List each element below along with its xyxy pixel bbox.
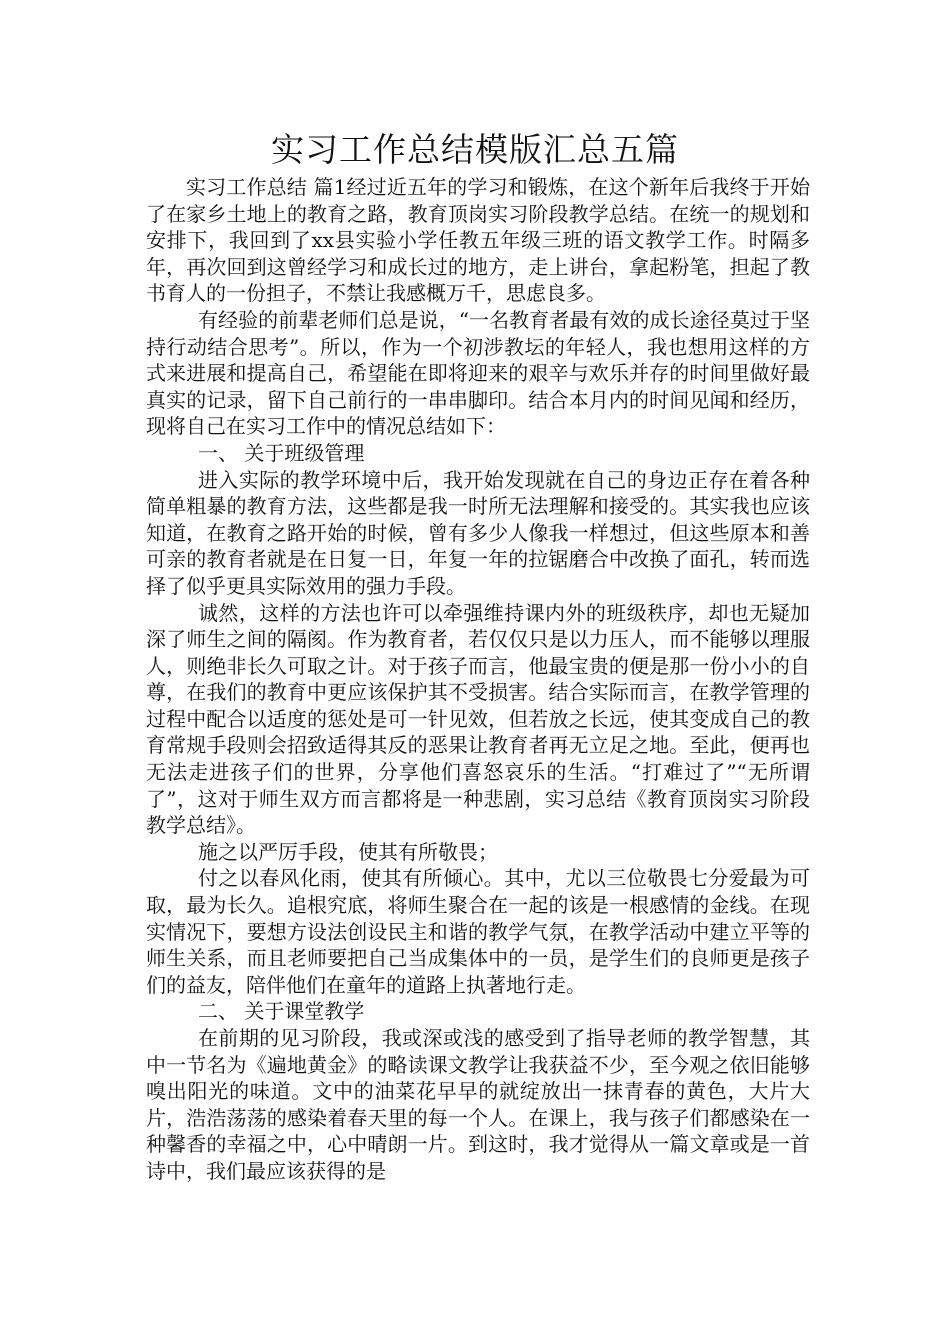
document-body (146, 174, 810, 1185)
document-title: 实习工作总结模版汇总五篇 (271, 130, 679, 169)
paragraph-5: 施之以严厉手段，使其有所敬畏； (198, 839, 498, 864)
paragraph-3: 进入实际的教学环境中后，我开始发现就在自己的身边正存在着各种简单粗暴的教育方法，这些都是我一时所无法理解和接受的。其实我也应该知道，在教育之路开始的时候，曾有多少人像我一样想过，但这些原本和善可亲的教育者就是在日复一日，年复一年的拉锯磨合中改换了面孔，转而选择了似乎更具实际效用的强力手段。 (146, 467, 810, 598)
paragraph-6: 付之以春风化雨，使其有所倾心。其中，尤以三位敬畏七分爱最为可取，最为长久。追根究底，将师生聚合在一起的该是一根感情的金线。在现实情况下，要想方设法创设民主和谐的教学气氛，在教学活动中建立平等的师生关系，而且老师要把自己当成集体中的一员，是学生们的良师更是孩子们的益友，陪伴他们在童年的道路上执著地行走。 (146, 866, 810, 997)
section-heading-classroom-teaching: 二、 关于课堂教学 (198, 999, 365, 1024)
paragraph-7: 在前期的见习阶段，我或深或浅的感受到了指导老师的教学智慧，其中一节名为《遍地黄金》的略读课文教学让我获益不少，至今观之依旧能够嗅出阳光的味道。文中的油菜花早早的就绽放出一抹青春的黄色，大片大片，浩浩荡荡的感染着春天里的每一个人。在课上，我与孩子们都感染在一种馨香的幸福之中，心中晴朗一片。到这时，我才觉得从一篇文章或是一首诗中，我们最应该获得的是 (146, 1026, 810, 1183)
paragraph-4: 诚然，这样的方法也许可以牵强维持课内外的班级秩序，却也无疑加深了师生之间的隔阂。作为教育者，若仅仅只是以力压人，而不能够以理服人，则绝非长久可取之计。对于孩子而言，他最宝贵的便是那一份小小的自尊，在我们的教育中更应该保护其不受损害。结合实际而言，在教学管理的过程中配合以适度的惩处是可一针见效，但若放之长远，使其变成自己的教育常规手段则会招致适得其反的恶果让教育者再无立足之地。至此，便再也无法走进孩子们的世界，分享他们喜怒哀乐的生活。“打难过了”“无所谓了”，这对于师生双方而言都将是一种悲剧，实习总结《教育顶岗实习阶段教学总结》。 (146, 600, 810, 838)
section-heading-class-management: 一、 关于班级管理 (198, 440, 365, 465)
paragraph-2: 有经验的前辈老师们总是说，“一名教育者最有效的成长途径莫过于坚持行动结合思考”。所以，作为一个初涉教坛的年轻人，我也想用这样的方式来进展和提高自己，希望能在即将迎来的艰辛与欢乐并存的时间里做好最真实的记录，留下自己前行的一串串脚印。结合本月内的时间见闻和经历，现将自己在实习工作中的情况总结如下： (146, 307, 810, 439)
paragraph-intro: 实习工作总结 篇1经过近五年的学习和锻炼，在这个新年后我终于开始了在家乡土地上的教育之路，教育顶岗实习阶段教学总结。在统一的规划和安排下，我回到了xx县实验小学任教五年级三班的语文教学工作。时隔多年，再次回到这曾经学习和成长过的地方，走上讲台，拿起粉笔，担起了教书育人的一份担子，不禁让我感概万千，思虑良多。 (146, 175, 810, 306)
